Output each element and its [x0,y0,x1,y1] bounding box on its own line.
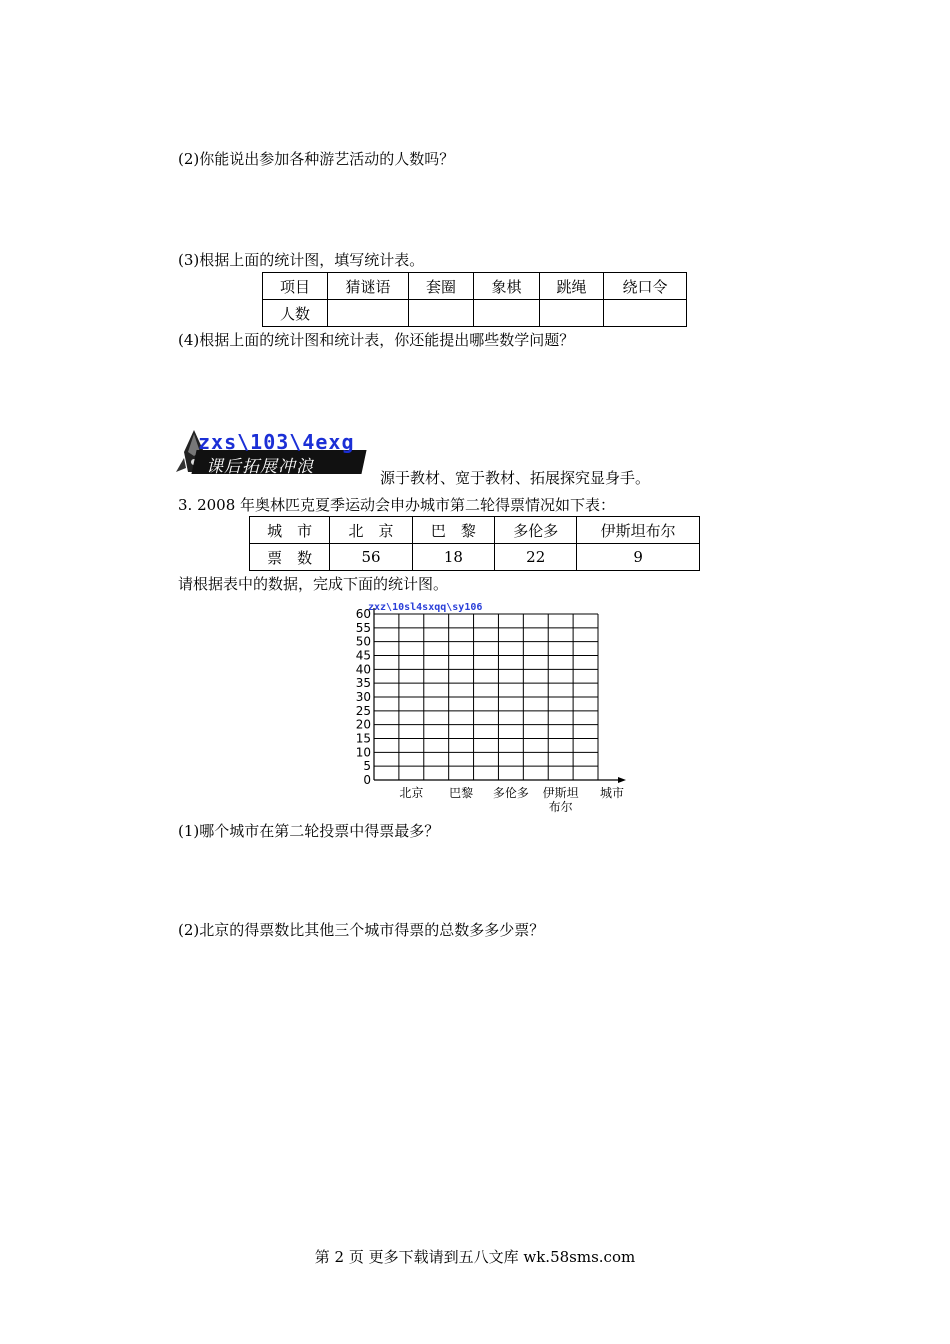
x-tick-label: 伊斯坦 [542,786,579,800]
table-row [263,273,687,300]
problem-3: 3. 2008 年奥林匹克夏季运动会申办城市第二轮得票情况如下表： [178,496,616,514]
page-footer: 第 2 页 更多下载请到五八文库 wk.58sms.com [314,1248,636,1266]
x-tick-label: 北京 [399,786,424,800]
table-header-cell: 多伦多 [495,517,577,544]
table-cell: 22 [495,544,577,571]
table-empty-cell[interactable] [474,300,540,327]
y-tick-label: 25 [355,703,371,718]
x-tick-label: 布尔 [548,800,573,814]
table-header-cell: 城 市 [250,517,330,544]
y-tick-label: 20 [355,717,371,732]
x-tick-label: 多伦多 [492,786,529,800]
instruction: 请根据表中的数据，完成下面的统计图。 [178,575,449,593]
y-tick-label: 60 [355,607,371,621]
banner-watermark: zxs\103\4exg [198,430,355,454]
banner-slogan: 源于教材、宽于教材、拓展探究显身手。 [380,469,651,487]
table-header-cell: 套圈 [409,273,474,300]
table-header-cell: 北 京 [330,517,412,544]
table-empty-cell[interactable] [409,300,474,327]
chart-watermark: zxz\10sl4sxqq\sy106 [368,602,483,613]
x-axis-label: 城市 [599,786,625,800]
y-tick-label: 45 [355,648,371,663]
table-cell: 56 [330,544,412,571]
y-tick-label: 50 [355,634,371,649]
table-row [250,544,700,571]
sub-question-2: (2)北京的得票数比其他三个城市得票的总数多多少票？ [178,921,545,939]
y-tick-label: 15 [355,731,371,746]
banner-title: 课后拓展冲浪 [206,457,314,477]
table-header-cell: 象棋 [474,273,540,300]
sub-question-1: (1)哪个城市在第二轮投票中得票最多？ [178,822,440,840]
question-4: (4)根据上面的统计图和统计表，你还能提出哪些数学问题？ [178,331,575,349]
table-empty-cell[interactable] [328,300,409,327]
y-tick-label: 5 [363,759,371,774]
table-row [263,300,687,327]
bar-chart-grid [340,600,640,820]
table-row [250,517,700,544]
x-tick-label: 巴黎 [449,786,474,800]
question-2: (2)你能说出参加各种游艺活动的人数吗？ [178,150,455,168]
table-header-cell: 绕口令 [604,273,687,300]
table-row-label: 票 数 [250,544,330,571]
table-header-cell: 项目 [263,273,328,300]
y-tick-label: 55 [355,620,371,635]
section-banner [174,428,370,478]
table-row-label: 人数 [263,300,328,327]
table-header-cell: 猜谜语 [328,273,409,300]
table-cell: 9 [577,544,700,571]
table-empty-cell[interactable] [604,300,687,327]
votes-table [249,516,700,571]
y-tick-label: 10 [355,745,371,760]
x-axis-arrow [618,777,626,783]
activity-table [262,272,687,327]
question-3: (3)根据上面的统计图，填写统计表。 [178,251,425,269]
y-tick-label: 40 [355,662,371,677]
table-cell: 18 [412,544,494,571]
y-tick-label: 30 [355,690,371,704]
table-header-cell: 伊斯坦布尔 [577,517,700,544]
y-tick-label: 35 [355,676,371,691]
table-header-cell: 巴 黎 [412,517,494,544]
table-empty-cell[interactable] [540,300,604,327]
y-tick-label: 0 [363,773,371,787]
table-header-cell: 跳绳 [540,273,604,300]
